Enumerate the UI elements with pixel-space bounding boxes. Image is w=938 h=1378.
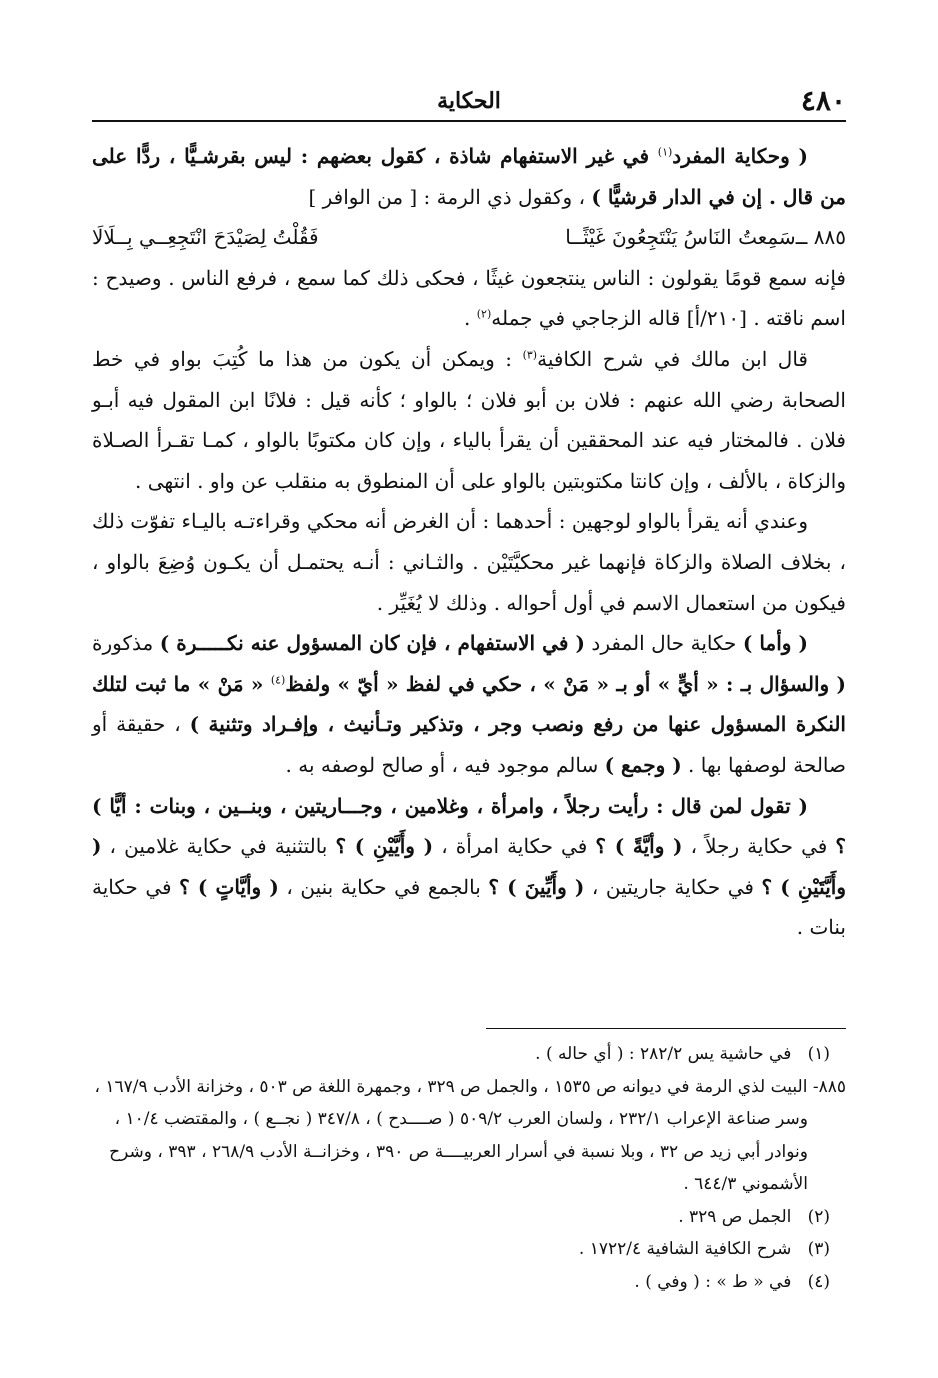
footnote-separator — [486, 1028, 846, 1029]
running-title: الحكاية — [437, 88, 501, 114]
footnote-text: البيت لذي الرمة في ديوانه ص ١٥٣٥ ، والجمل ص ٣٢٩ ، وجمهرة اللغة ص ٥٠٣ ، وخزانة الأدب ١٦٧/٩ ، وسر صناعة الإعراب ٢٣٢/١ ، ولسان العرب ٥٠٩/٢ ( صــــدح ) ، ٣٤٧/٨ ( نجــع ) ، والمقتضب ١٠/٤ ، ونوادر أبي زيد ص ٣٢ ، وبلا نسبة في أسرار العربيــــة ص ٣٩٠ ، وخزانــة الأدب ٢٦٨/٩ ، ٣٩٣ ، وشرح الأشموني ٦٤٤/٣ . — [94, 1076, 808, 1194]
verse-number: ٨٨٥ ــ — [795, 225, 846, 250]
commentary-text: : ويمكن أن يكون من هذا ما كُتِبَ بواو في خط الصحابة رضي الله عنهم : فلان بن أبو فلان ؛ بالواو ؛ كأنه قيل : فلانًا ابن المقول فيه أبـو فلان . فالمختار فيه عند المحققين أن يقرأ بالياء ، وإن كان مكتوبًا بالواو ، كمـا تقـرأ الصـلاة والزكاة ، بالألف ، وإن كانتا مكتوبتين بالواو على أن المنطوق به منقلب عن واو . انتهى . — [92, 346, 846, 493]
commentary-text: سالم موجود فيه ، أو صالح لوصفه به . — [285, 752, 605, 777]
verse-first-text: سَمِعتُ النَاسُ يَنْتَجِعُونَ غَيْثًــا — [565, 225, 796, 250]
verse — [92, 217, 846, 258]
commentary-text: فإنه سمع قومًا يقولون : الناس ينتجعون غيثًا ، فحكى ذلك كما سمع ، فرفع الناس . وصيدح : اسم ناقته . [٢١٠/أ] قاله الزجاجي في جمله — [92, 265, 846, 331]
matn-text: ( تقول لمن قال : رأيت رجلاً ، وامرأة ، وغلامين ، وجـــاريتين ، وبنــين ، وبنات : أيًّا ) ؟ — [92, 793, 847, 859]
matn-text: ( وأَيَّتَيْنِ ) ؟ — [92, 834, 846, 899]
matn-text: ( وجمع ) — [604, 752, 682, 777]
commentary-text: قال ابن مالك في شرح الكافية — [537, 346, 808, 371]
footnote-1 — [92, 1038, 846, 1071]
footnote-2 — [92, 1201, 846, 1234]
commentary-text: في حكاية جاريتين ، — [584, 874, 762, 899]
header-rule — [92, 120, 846, 122]
matn-text: ( وأَيَّيْنِ ) ؟ — [335, 834, 434, 859]
commentary-text: ، وكقول ذي الرمة : [ من الوافر ] — [308, 184, 592, 209]
commentary-text: بالجمع في حكاية بنين ، — [278, 874, 489, 899]
paragraph-6 — [92, 786, 846, 948]
matn-text: ( وأيَّةً ) ؟ — [595, 834, 683, 859]
verse-first-hemistich — [565, 217, 846, 258]
footnote-ref: (١) — [657, 145, 673, 159]
footnote-text: في « ط » : ( وفي ) . — [634, 1271, 792, 1292]
page-header — [92, 84, 846, 118]
footnote-verse-source — [92, 1071, 846, 1201]
footnote-3 — [92, 1233, 846, 1266]
commentary-text: حكاية حال المفرد — [584, 631, 743, 656]
footnote-4 — [92, 1266, 846, 1299]
page-number: ٤٨٠ — [800, 84, 846, 117]
footnote-text: شرح الكافية الشافية ١٧٢٢/٤ . — [578, 1239, 792, 1259]
matn-text: ( وأيَّاتٍ ) ؟ — [179, 874, 279, 899]
matn-text: في غير الاستفهام شاذة ، كقول بعضهم : ليس بقرشـيًّا ، ردًّا على من قال . إن في الدار قرشيًّا ) — [92, 144, 846, 209]
matn-text: ( والسؤال بـ : « أيٍّ » أو بـ « مَنْ » ، حكي في لفظ « أيّ » ولفظ — [285, 671, 846, 696]
footnote-ref: (٤) — [270, 673, 286, 687]
commentary-text: في حكاية امرأة ، — [433, 834, 596, 859]
commentary-text: في حكاية رجلاً ، — [682, 834, 836, 859]
footnote-text: الجمل ص ٣٢٩ . — [678, 1206, 792, 1227]
commentary-text: . — [464, 306, 477, 331]
footnote-text: في حاشية يس ٢٨٢/٢ : ( أي حاله ) . — [535, 1044, 792, 1064]
paragraph-3 — [92, 339, 846, 501]
footnote-ref: (٢) — [476, 307, 492, 321]
footnotes — [92, 1038, 846, 1298]
footnote-label: ٨٨٥- — [812, 1076, 846, 1097]
paragraph-2 — [92, 258, 846, 339]
commentary-text: في حكاية بنات . — [92, 874, 846, 940]
footnote-label: (٣) — [807, 1239, 830, 1259]
paragraph-1 — [92, 136, 846, 217]
commentary-text: ، حقيقة أو صالحة لوصفها بها . — [92, 712, 846, 777]
matn-text: « مَنْ » ما ثبت لتلك النكرة المسؤول عنها من رفع ونصب وجر ، وتذكير وتـأنيث ، وإفـراد وتثنية ) — [92, 671, 846, 737]
commentary-text: بالتثنية في حكاية غلامين ، — [101, 834, 336, 859]
paragraph-5 — [92, 623, 846, 785]
matn-text: ( وحكاية المفرد — [672, 144, 809, 168]
footnote-label: (١) — [807, 1044, 830, 1064]
footnote-label: (٢) — [807, 1206, 830, 1227]
matn-text: ( في الاستفهام ، فإن كان المسؤول عنه نكـــــرة ) — [159, 631, 585, 656]
verse-second-hemistich: فَقُلْتُ لِصَيْدَحَ انْتَجِعِــي بِــلَالَا — [92, 225, 319, 250]
matn-text: ( وأما ) — [742, 631, 808, 656]
main-text — [92, 136, 846, 948]
footnote-label: (٤) — [807, 1271, 830, 1292]
footnote-ref: (٣) — [522, 348, 538, 362]
commentary-text: مذكورة — [92, 631, 160, 656]
matn-text: ( وأَيِّينَ ) ؟ — [488, 874, 585, 899]
paragraph-4: وعندي أنه يقرأ بالواو لوجهين : أحدهما : أن الغرض أنه محكي وقراءتـه باليـاء تفوّت ذلك ، بخلاف الصلاة والزكاة فإنهما غير محكيَّتَيْن . والثـاني : أنـه يحتمـل أن يكـون وُضِعَ بالواو ، فيكون من استعمال الاسم في أول أحواله . وذلك لا يُغَيِّر . — [92, 509, 846, 615]
